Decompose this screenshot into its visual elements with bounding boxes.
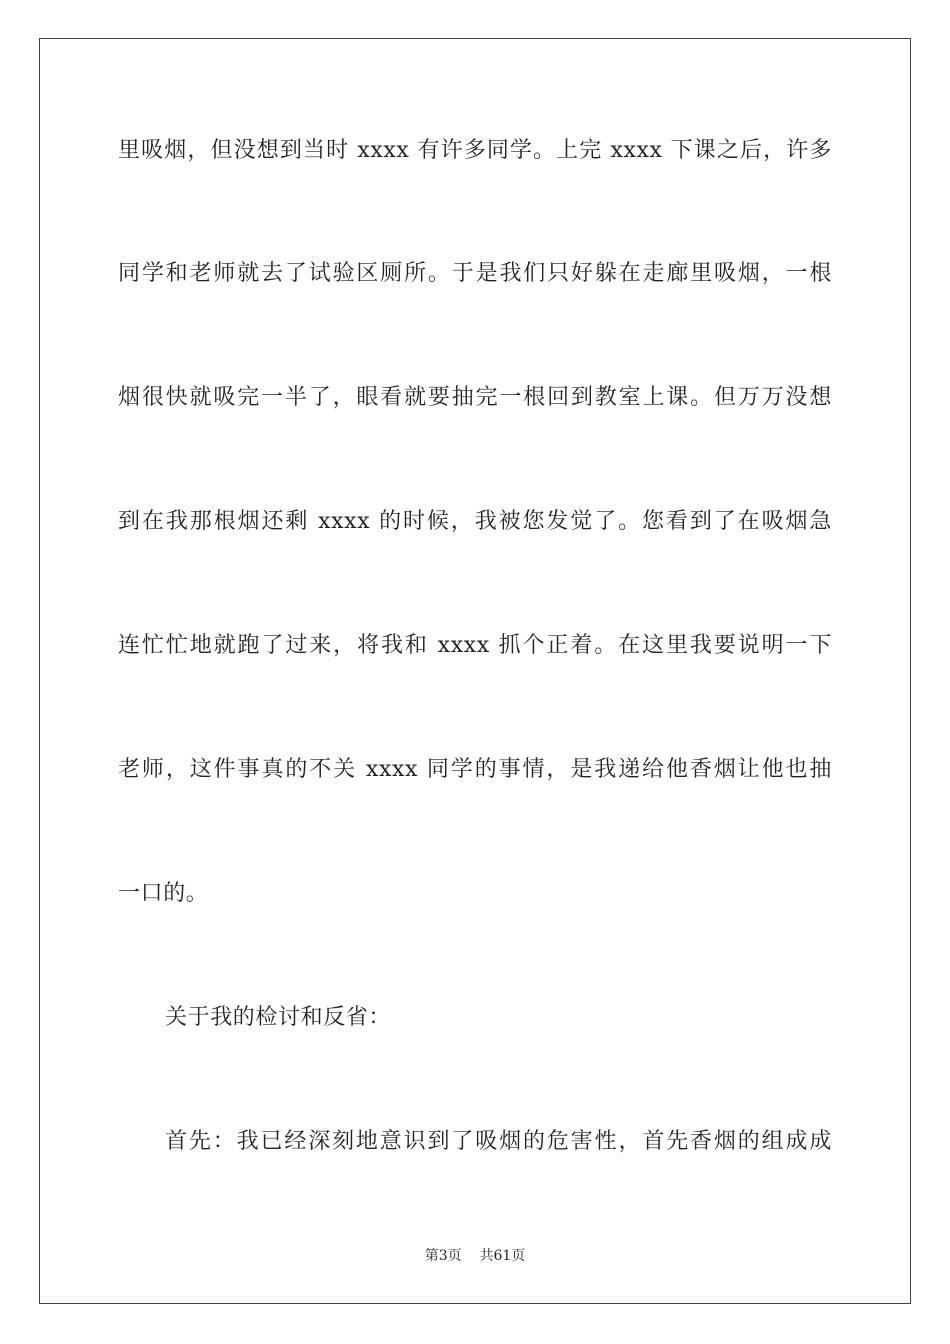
total-pages: 共61页 <box>479 1248 526 1264</box>
paragraph-last-line: 一口的。 <box>118 881 209 906</box>
section-heading: 关于我的检讨和反省： <box>165 1005 392 1030</box>
paragraph-line: 首先：我已经深刻地意识到了吸烟的危害性，首先香烟的组成成 <box>165 1129 832 1154</box>
page-footer <box>0 1246 950 1266</box>
paragraph-line: 里吸烟，但没想到当时 xxxx 有许多同学。上完 xxxx 下课之后，许多 <box>118 138 832 163</box>
paragraph-line: 老师，这件事真的不关 xxxx 同学的事情，是我递给他香烟让他也抽 <box>118 757 832 782</box>
paragraph-line: 到在我那根烟还剩 xxxx 的时候，我被您发觉了。您看到了在吸烟急 <box>118 509 832 534</box>
paragraph-line: 连忙忙地就跑了过来，将我和 xxxx 抓个正着。在这里我要说明一下 <box>118 633 832 658</box>
paragraph-line: 烟很快就吸完一半了，眼看就要抽完一根回到教室上课。但万万没想 <box>118 385 832 410</box>
page-number: 第3页 <box>424 1248 462 1264</box>
page-border <box>39 38 911 1304</box>
paragraph-line: 同学和老师就去了试验区厕所。于是我们只好躲在走廊里吸烟，一根 <box>118 261 832 286</box>
